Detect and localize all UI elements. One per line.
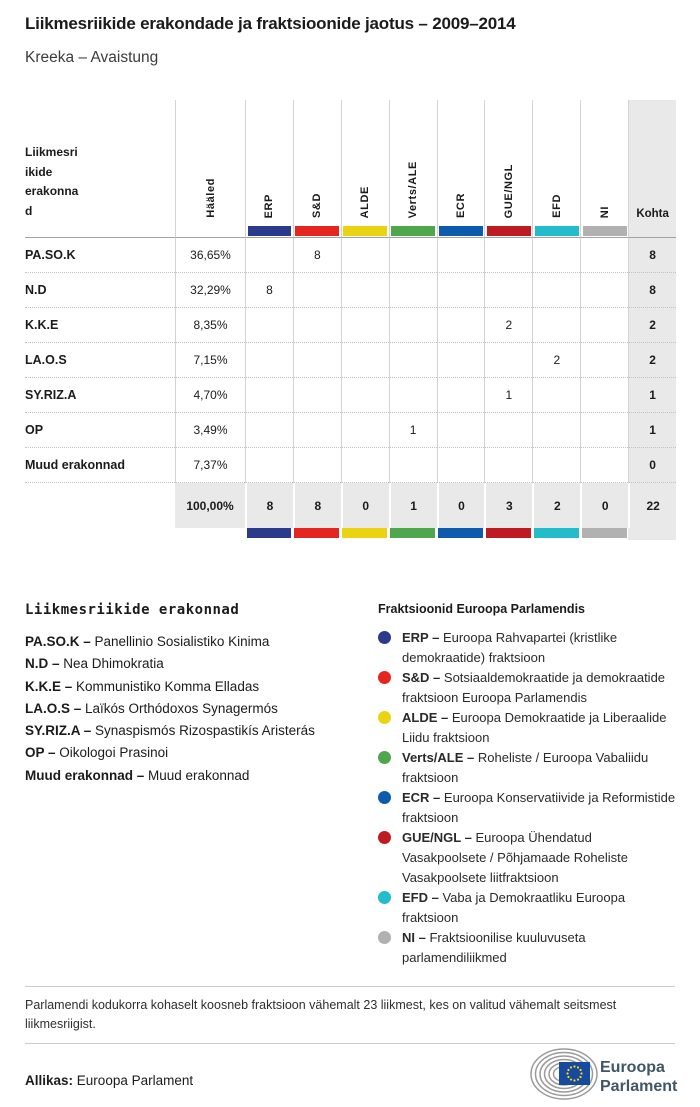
faction-column-header — [437, 100, 485, 226]
party-legend-item — [25, 676, 355, 698]
faction-color-bar — [583, 226, 627, 236]
faction-seats-cell — [245, 378, 293, 413]
faction-seats-cell — [532, 448, 580, 483]
party-name-cell: SY.RIZ.A — [25, 378, 175, 413]
faction-seats-cell — [437, 238, 485, 273]
seats-column-header: Kohta — [628, 100, 676, 226]
logo-text-line2: Parlament — [600, 1078, 678, 1095]
faction-seats-cell — [389, 448, 437, 483]
faction-seats-cell — [437, 308, 485, 343]
faction-seats-cell — [245, 448, 293, 483]
party-legend-name: Muud erakonnad — [148, 767, 250, 783]
faction-color-dot-icon — [378, 831, 391, 844]
faction-color-bar — [582, 528, 627, 538]
faction-legend-heading: Fraktsioonid Euroopa Parlamendis — [378, 602, 585, 616]
party-legend-item — [25, 653, 355, 675]
faction-seats-cell: 2 — [484, 308, 532, 343]
party-legend-abbr: Muud erakonnad – — [25, 767, 149, 783]
faction-color-dot-icon — [378, 931, 391, 944]
votes-column-header — [175, 100, 245, 226]
total-votes-cell: 100,00% — [175, 483, 245, 528]
votes-cell: 4,70% — [175, 378, 245, 413]
faction-seats-cell — [341, 238, 389, 273]
faction-color-strip-cell — [484, 528, 532, 540]
faction-color-bar — [391, 226, 435, 236]
faction-legend-abbr: S&D – — [402, 670, 444, 685]
faction-color-strip-cell — [484, 226, 532, 238]
faction-color-strip-cell — [245, 226, 293, 238]
party-legend-name: Nea Dhimokratia — [63, 656, 164, 672]
faction-color-strip-cell — [389, 226, 437, 238]
faction-color-strip-cell — [341, 226, 389, 238]
faction-color-bar — [294, 528, 339, 538]
faction-legend-item — [378, 928, 676, 968]
faction-color-strip-cell — [293, 226, 341, 238]
source-label: Allikas: — [25, 1073, 74, 1088]
faction-seats-cell — [532, 238, 580, 273]
divider — [25, 1043, 675, 1044]
faction-seats-cell — [389, 378, 437, 413]
faction-seats-cell — [532, 308, 580, 343]
party-legend-abbr: K.K.E – — [25, 678, 77, 694]
faction-legend-abbr: NI – — [402, 930, 430, 945]
faction-seats-cell — [389, 343, 437, 378]
faction-seats-cell — [341, 448, 389, 483]
faction-seats-cell — [580, 308, 628, 343]
seats-total-cell: 8 — [628, 238, 676, 273]
faction-seats-cell — [437, 273, 485, 308]
votes-cell: 3,49% — [175, 413, 245, 448]
faction-color-bar — [390, 528, 435, 538]
seats-total-cell: 1 — [628, 378, 676, 413]
faction-column-header-label: GUE/NGL — [502, 163, 515, 218]
total-faction-seats-cell: 8 — [245, 483, 293, 528]
faction-color-bar — [487, 226, 531, 236]
faction-seats-cell — [532, 273, 580, 308]
faction-color-strip-cell — [245, 528, 293, 540]
faction-column-header — [580, 100, 628, 226]
party-legend-abbr: PA.SO.K – — [25, 634, 95, 649]
faction-color-dot-icon — [378, 791, 391, 804]
faction-legend-abbr: ECR – — [402, 790, 444, 805]
source-line — [25, 1073, 193, 1088]
logo-text-line1: Euroopa — [600, 1059, 665, 1076]
faction-seats-cell — [293, 448, 341, 483]
party-legend-item — [25, 742, 355, 764]
seats-total-cell: 8 — [628, 273, 676, 308]
faction-seats-cell — [389, 238, 437, 273]
faction-seats-cell — [389, 273, 437, 308]
party-name-cell: N.D — [25, 273, 175, 308]
faction-legend-item — [378, 668, 676, 708]
party-legend-item — [25, 720, 355, 742]
party-legend-name: Synaspismós Rizospastikís Aristerás — [95, 723, 315, 739]
faction-column-header — [293, 100, 341, 226]
party-legend-name: Laïkós Orthódoxos Synagermós — [85, 700, 278, 716]
faction-seats-cell — [532, 413, 580, 448]
total-faction-seats-cell: 8 — [293, 483, 341, 528]
faction-seats-cell — [341, 378, 389, 413]
faction-legend-abbr: Verts/ALE – — [402, 750, 478, 765]
faction-legend-item — [378, 628, 676, 668]
faction-legend-desc: Vaba ja Demokraatliku Euroopa fraktsioon — [402, 890, 626, 925]
faction-color-bar — [439, 226, 483, 236]
faction-legend-abbr: ALDE – — [402, 710, 452, 725]
faction-seats-cell — [437, 448, 485, 483]
faction-color-dot-icon — [378, 671, 391, 684]
faction-color-dot-icon — [378, 891, 391, 904]
party-column-header-text: Liikmesri ikide erakonna d — [25, 145, 79, 218]
faction-seats-cell — [484, 273, 532, 308]
faction-seats-cell — [389, 308, 437, 343]
total-row-spacer — [25, 483, 175, 528]
votes-cell: 7,37% — [175, 448, 245, 483]
page-title: Liikmesriikide erakondade ja fraktsioonide jaotus – 2009–2014 — [25, 14, 516, 33]
faction-seats-cell — [341, 413, 389, 448]
faction-seats-cell — [293, 273, 341, 308]
total-seats-cell: 22 — [628, 483, 676, 528]
faction-legend-desc: Roheliste / Euroopa Vabaliidu fraktsioon — [402, 750, 649, 785]
faction-legend-desc: Fraktsioonilise kuuluvuseta parlamendiliikmed — [402, 930, 586, 965]
faction-seats-cell — [293, 413, 341, 448]
faction-color-bar — [486, 528, 531, 538]
faction-seats-cell: 8 — [245, 273, 293, 308]
faction-column-header-label: Verts/ALE — [407, 160, 420, 218]
faction-seats-cell: 1 — [389, 413, 437, 448]
party-name-cell: OP — [25, 413, 175, 448]
faction-seats-cell — [293, 378, 341, 413]
strip-spacer — [175, 528, 245, 540]
party-name-cell: Muud erakonnad — [25, 448, 175, 483]
strip-spacer — [628, 226, 676, 238]
faction-column-header — [389, 100, 437, 226]
faction-seats-cell — [484, 448, 532, 483]
page-subtitle: Kreeka – Avaistung — [25, 49, 159, 66]
faction-column-header — [532, 100, 580, 226]
votes-cell: 7,15% — [175, 343, 245, 378]
faction-seats-cell — [437, 378, 485, 413]
party-legend-abbr: OP – — [25, 745, 60, 761]
faction-seats-cell — [532, 378, 580, 413]
faction-seats-cell: 1 — [484, 378, 532, 413]
total-faction-seats-cell: 0 — [437, 483, 485, 528]
faction-legend-desc: Euroopa Rahvapartei (kristlike demokraatide) fraktsioon — [402, 630, 618, 665]
faction-seats-cell — [580, 238, 628, 273]
votes-cell: 36,65% — [175, 238, 245, 273]
europarl-logo — [528, 1046, 692, 1102]
faction-seats-cell — [245, 343, 293, 378]
party-faction-table — [25, 100, 676, 540]
faction-color-bar — [248, 226, 292, 236]
faction-color-bar — [247, 528, 292, 538]
faction-color-dot-icon — [378, 631, 391, 644]
party-legend-abbr: LA.O.S – — [25, 700, 86, 716]
faction-column-header-label: S&D — [311, 192, 324, 218]
faction-seats-cell: 2 — [532, 343, 580, 378]
party-name-cell: LA.O.S — [25, 343, 175, 378]
party-legend-item — [25, 765, 355, 787]
seats-total-cell: 0 — [628, 448, 676, 483]
party-legend-item — [25, 698, 355, 720]
party-legend-name: Panellinio Sosialistiko Kinima — [94, 634, 270, 649]
strip-spacer — [25, 226, 175, 238]
faction-color-strip-cell — [341, 528, 389, 540]
party-name-cell: PA.SO.K — [25, 238, 175, 273]
faction-seats-cell — [580, 448, 628, 483]
faction-legend-item — [378, 748, 676, 788]
faction-color-dot-icon — [378, 751, 391, 764]
votes-cell: 32,29% — [175, 273, 245, 308]
faction-seats-cell — [245, 238, 293, 273]
faction-color-bar — [534, 528, 579, 538]
total-faction-seats-cell: 0 — [580, 483, 628, 528]
faction-legend-desc: Euroopa Konservatiivide ja Reformistide fraktsioon — [402, 790, 676, 825]
faction-seats-cell — [437, 413, 485, 448]
seats-total-cell: 1 — [628, 413, 676, 448]
faction-legend-abbr: ERP – — [402, 630, 443, 645]
votes-cell: 8,35% — [175, 308, 245, 343]
total-faction-seats-cell: 1 — [389, 483, 437, 528]
party-legend-abbr: N.D – — [25, 656, 64, 672]
faction-column-header-label: ECR — [455, 192, 467, 218]
faction-seats-cell — [580, 378, 628, 413]
faction-seats-cell — [484, 343, 532, 378]
faction-legend-item — [378, 888, 676, 928]
faction-color-dot-icon — [378, 711, 391, 724]
faction-seats-cell — [580, 273, 628, 308]
seats-total-cell: 2 — [628, 343, 676, 378]
source-value: Euroopa Parlament — [76, 1073, 194, 1088]
faction-color-strip-cell — [580, 528, 628, 540]
faction-seats-cell — [437, 343, 485, 378]
faction-legend-item — [378, 828, 676, 888]
faction-legend-desc: Euroopa Demokraatide ja Liberaalide Liidu fraktsioon — [402, 710, 667, 745]
faction-color-strip-cell — [532, 226, 580, 238]
faction-color-bar — [295, 226, 339, 236]
faction-column-header — [341, 100, 389, 226]
faction-seats-cell — [341, 273, 389, 308]
faction-legend-desc: Sotsiaaldemokraatide ja demokraatide fraktsioon Euroopa Parlamendis — [402, 670, 666, 705]
faction-legend-desc: Euroopa Ühendatud Vasakpoolsete / Põhjamaade Roheliste Vasakpoolsete liitfraktsioon — [402, 830, 628, 885]
party-legend-abbr: SY.RIZ.A – — [25, 723, 96, 739]
faction-color-bar — [343, 226, 387, 236]
faction-color-strip-cell — [580, 226, 628, 238]
faction-seats-cell: 8 — [293, 238, 341, 273]
faction-seats-cell — [245, 308, 293, 343]
party-name-cell: K.K.E — [25, 308, 175, 343]
faction-column-header-label: NI — [598, 205, 611, 218]
party-legend — [25, 602, 355, 787]
faction-color-bar — [535, 226, 579, 236]
total-faction-seats-cell: 2 — [532, 483, 580, 528]
faction-color-strip-cell — [437, 226, 485, 238]
faction-color-bar — [438, 528, 483, 538]
faction-seats-cell — [293, 343, 341, 378]
faction-seats-cell — [293, 308, 341, 343]
faction-seats-cell — [580, 343, 628, 378]
faction-seats-cell — [341, 343, 389, 378]
strip-spacer — [628, 528, 676, 540]
faction-seats-cell — [484, 238, 532, 273]
faction-legend-abbr: EFD – — [402, 890, 443, 905]
faction-legend-item — [378, 708, 676, 748]
party-column-header — [25, 100, 175, 226]
strip-spacer — [25, 528, 175, 540]
total-faction-seats-cell: 3 — [484, 483, 532, 528]
faction-color-strip-cell — [437, 528, 485, 540]
faction-seats-cell — [245, 413, 293, 448]
faction-column-header — [245, 100, 293, 226]
faction-color-strip-cell — [293, 528, 341, 540]
faction-column-header-label: EFD — [550, 194, 563, 218]
faction-seats-cell — [484, 413, 532, 448]
faction-column-header-label: ERP — [263, 193, 276, 218]
faction-legend-item — [378, 788, 676, 828]
faction-color-strip-cell — [532, 528, 580, 540]
faction-color-strip-cell — [389, 528, 437, 540]
faction-column-header — [484, 100, 532, 226]
faction-legend — [378, 602, 676, 968]
faction-color-bar — [342, 528, 387, 538]
votes-column-header-label: Hääled — [204, 178, 217, 218]
divider — [25, 986, 675, 987]
party-legend-name: Kommunistiko Komma Elladas — [76, 678, 260, 694]
footnote: Parlamendi kodukorra kohaselt koosneb fraktsioon vähemalt 23 liikmest, kes on valitud vähemalt seitsmest liikmesriigist. — [25, 998, 617, 1031]
faction-legend-abbr: GUE/NGL – — [402, 830, 476, 845]
faction-seats-cell — [341, 308, 389, 343]
seats-total-cell: 2 — [628, 308, 676, 343]
party-legend-name: Oikologoi Prasinoi — [59, 745, 169, 761]
party-legend-item — [25, 631, 355, 653]
strip-spacer — [175, 226, 245, 238]
faction-column-header-label: ALDE — [359, 185, 372, 218]
party-legend-heading: Liikmesriikide erakonnad — [25, 602, 240, 618]
faction-seats-cell — [580, 413, 628, 448]
total-faction-seats-cell: 0 — [341, 483, 389, 528]
